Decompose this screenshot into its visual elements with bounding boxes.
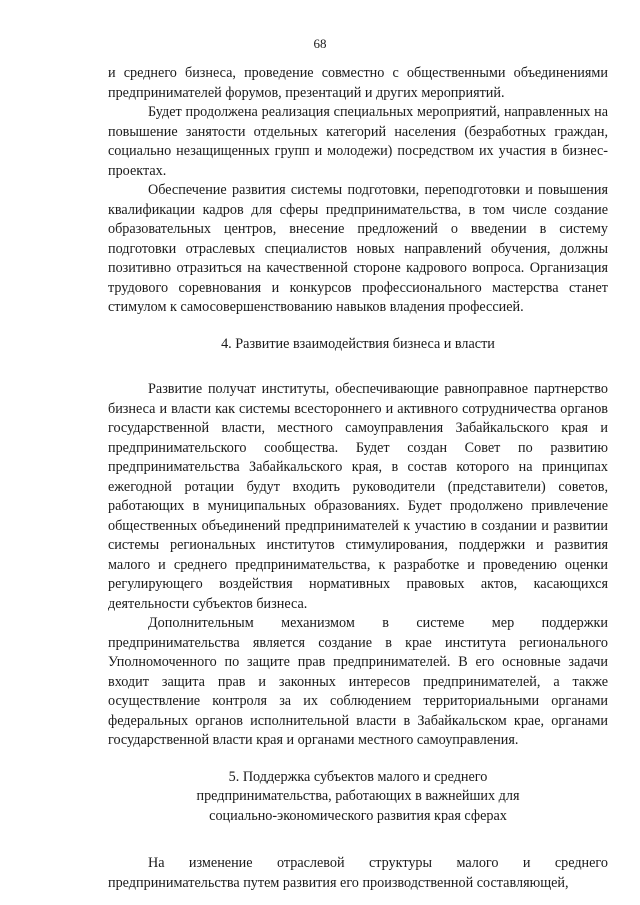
section-5-heading-line-3: социально-экономического развития края сферах: [209, 807, 507, 824]
section-4-heading: 4. Развитие взаимодействия бизнеса и власти: [221, 335, 495, 352]
paragraph-employment-measures: Будет продолжена реализация специальных мероприятий, направленных на повышение занятости отдельных категорий населения (безработных граждан, социально незащищенных групп и молодежи) посредством их участия в бизнес-проектах.: [108, 104, 608, 179]
section-5-heading-line-1: 5. Поддержка субъектов малого и среднего: [228, 768, 488, 785]
section-5-heading-line-2: предпринимательства, работающих в важнейших для: [196, 788, 520, 804]
section-5-heading: [108, 768, 608, 827]
paragraph-ombudsman: Дополнительным механизмом в системе мер поддержки предпринимательства является создание в крае института регионального Уполномоченного по защите прав предпринимателей. В его основные задачи входит защита прав и законных интересов предпринимателей, а также осуществление контроля за их соблюдением территориальными органами федеральных органов исполнительной власти в Забайкальском крае, органами государственной власти края и органами местного самоуправления.: [108, 615, 608, 748]
page-number: 68: [313, 36, 327, 51]
paragraph-continuation: и среднего бизнеса, проведение совместно с общественными объединениями предпринимателей форумов, презентаций и других мероприятий.: [108, 65, 608, 101]
paragraph-staff-training: Обеспечение развития системы подготовки, переподготовки и повышения квалификации кадров для сферы предпринимательства, в том числе создание образовательных центров, внесение предложений о введении в систему подготовки отраслевых специалистов новых направлений обучения, должны позитивно отразиться на качественной стороне кадрового вопроса. Организация трудового соревнования и конкурсов профессионального мастерства станет стимулом к самосовершенствованию навыков владения профессией.: [108, 182, 608, 315]
page-content: [108, 64, 608, 893]
paragraph-business-government-partnership: Развитие получат институты, обеспечивающие равноправное партнерство бизнеса и власти как системы всестороннего и активного сотрудничества органов государственной власти, местного самоуправления Забайкальского края и предпринимательского сообщества. Будет создан Совет по развитию предпринимательства Забайкальского края, в состав которого на принципах ежегодной ротации будут входить руководители (представители) советов, работающих в муниципальных образованиях. Будет продолжено привлечение общественных объединений предпринимателей к участию в создании и развитии системы региональных институтов стимулирования, поддержки и развития малого и среднего предпринимательства, к разработке и проведению оценки регулирующего воздействия нормативных правовых актов, касающихся деятельности субъектов бизнеса.: [108, 381, 608, 612]
paragraph-industry-structure: На изменение отраслевой структуры малого и среднего предпринимательства путем развития его производственной составляющей,: [108, 855, 608, 891]
